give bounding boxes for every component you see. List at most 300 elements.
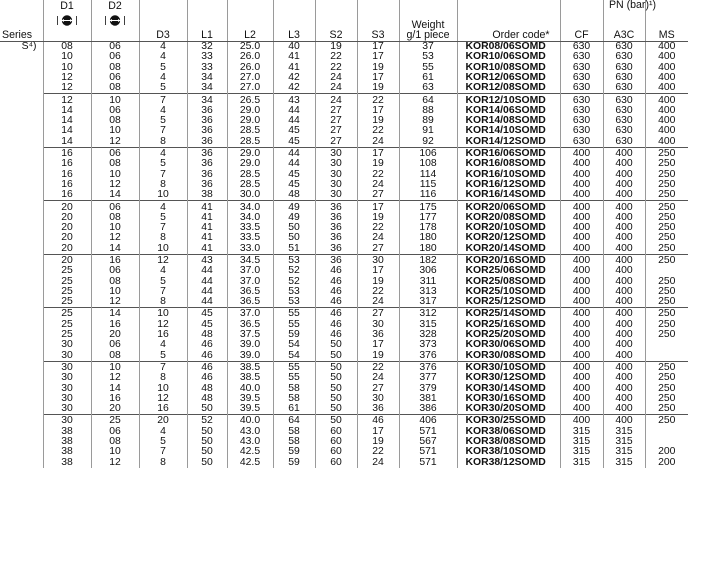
l3-cell: 45 bbox=[273, 170, 315, 180]
l3-cell: 51 bbox=[273, 244, 315, 255]
pn-ms-cell: 250 bbox=[645, 170, 688, 180]
pn-cf-cell: 400 bbox=[560, 384, 603, 394]
weight-cell: 567 bbox=[399, 437, 457, 447]
l3-cell: 44 bbox=[273, 116, 315, 126]
l2-cell: 39.0 bbox=[227, 351, 273, 362]
l3-cell: 42 bbox=[273, 73, 315, 83]
weight-cell: 312 bbox=[399, 308, 457, 320]
s2-cell: 30 bbox=[315, 180, 357, 190]
pn-cf-cell: 400 bbox=[560, 351, 603, 362]
series-cell bbox=[0, 137, 43, 148]
d2-cell: 12 bbox=[91, 373, 139, 383]
pn-ms-cell: 400 bbox=[645, 106, 688, 116]
weight-cell: 116 bbox=[399, 190, 457, 201]
pn-ms-cell: 250 bbox=[645, 320, 688, 330]
series-cell bbox=[0, 373, 43, 383]
order-code-cell: KOR16/06SOMD bbox=[457, 147, 560, 159]
d3-cell: 4 bbox=[139, 427, 187, 437]
weight-cell: 55 bbox=[399, 63, 457, 73]
s2-cell: 36 bbox=[315, 254, 357, 266]
series-cell bbox=[0, 94, 43, 106]
s2-cell: 19 bbox=[315, 42, 357, 53]
series-cell bbox=[0, 404, 43, 415]
d3-cell: 8 bbox=[139, 373, 187, 383]
pn-ms-cell: 250 bbox=[645, 244, 688, 255]
order-code-cell: KOR14/10SOMD bbox=[457, 126, 560, 136]
weight-cell: 406 bbox=[399, 415, 457, 427]
weight-cell: 180 bbox=[399, 233, 457, 243]
d1-cell: 20 bbox=[43, 213, 91, 223]
weight-cell: 88 bbox=[399, 106, 457, 116]
pn-a3c-cell: 630 bbox=[603, 42, 645, 53]
table-row bbox=[0, 415, 688, 427]
pn-a3c-cell: 630 bbox=[603, 126, 645, 136]
pn-cf-cell: 400 bbox=[560, 297, 603, 308]
order-code-cell: KOR20/10SOMD bbox=[457, 223, 560, 233]
pn-cf-cell: 315 bbox=[560, 427, 603, 437]
d2-cell: 06 bbox=[91, 201, 139, 213]
l3-cell: 52 bbox=[273, 277, 315, 287]
d2-cell: 12 bbox=[91, 233, 139, 243]
pn-a3c-cell: 400 bbox=[603, 213, 645, 223]
weight-cell: 377 bbox=[399, 373, 457, 383]
s2-cell: 46 bbox=[315, 330, 357, 340]
l3-cell: 41 bbox=[273, 52, 315, 62]
weight-cell: 571 bbox=[399, 458, 457, 468]
d3-cell: 7 bbox=[139, 287, 187, 297]
d3-cell: 5 bbox=[139, 277, 187, 287]
series-cell bbox=[0, 201, 43, 213]
l3-cell: 45 bbox=[273, 126, 315, 136]
order-code-cell: KOR10/06SOMD bbox=[457, 52, 560, 62]
weight-cell: 114 bbox=[399, 170, 457, 180]
s2-cell: 30 bbox=[315, 159, 357, 169]
series-cell bbox=[0, 351, 43, 362]
s2-cell: 60 bbox=[315, 437, 357, 447]
s2-cell: 24 bbox=[315, 83, 357, 94]
d2-cell: 12 bbox=[91, 458, 139, 468]
pn-a3c-cell: 400 bbox=[603, 361, 645, 373]
s3-cell: 17 bbox=[357, 147, 399, 159]
pn-a3c-cell: 630 bbox=[603, 83, 645, 94]
d1-cell: 20 bbox=[43, 201, 91, 213]
s2-cell: 22 bbox=[315, 63, 357, 73]
pn-cf-cell: 400 bbox=[560, 340, 603, 350]
series-cell: S⁴) bbox=[21, 41, 37, 52]
table-body bbox=[0, 42, 688, 468]
d1-cell: 25 bbox=[43, 297, 91, 308]
s3-cell: 19 bbox=[357, 63, 399, 73]
s3-cell: 22 bbox=[357, 170, 399, 180]
s2-cell: 46 bbox=[315, 266, 357, 276]
pn-cf-cell: 630 bbox=[560, 137, 603, 148]
l2-cell: 39.5 bbox=[227, 404, 273, 415]
d2-cell: 08 bbox=[91, 116, 139, 126]
d1-cell: 20 bbox=[43, 254, 91, 266]
d3-cell: 20 bbox=[139, 415, 187, 427]
s3-cell: 19 bbox=[357, 437, 399, 447]
table-header-row bbox=[0, 0, 688, 42]
d1-cell: 20 bbox=[43, 223, 91, 233]
d3-cell: 8 bbox=[139, 297, 187, 308]
d3-cell: 4 bbox=[139, 52, 187, 62]
s2-cell: 36 bbox=[315, 201, 357, 213]
pn-cf-cell: 400 bbox=[560, 320, 603, 330]
pn-cf-cell: 630 bbox=[560, 52, 603, 62]
pn-ms-cell: 250 bbox=[645, 373, 688, 383]
s2-cell: 46 bbox=[315, 320, 357, 330]
d3-cell: 7 bbox=[139, 361, 187, 373]
d3-cell: 12 bbox=[139, 394, 187, 404]
l3-cell: 55 bbox=[273, 361, 315, 373]
pn-ms-cell: 250 bbox=[645, 190, 688, 201]
pn-a3c-cell: 400 bbox=[603, 351, 645, 362]
l2-cell: 43.0 bbox=[227, 437, 273, 447]
d3-cell: 4 bbox=[139, 73, 187, 83]
d1-cell: 38 bbox=[43, 437, 91, 447]
series-cell bbox=[0, 159, 43, 169]
d2-cell: 20 bbox=[91, 404, 139, 415]
l3-cell: 58 bbox=[273, 394, 315, 404]
d2-cell: 25 bbox=[91, 415, 139, 427]
l1-cell: 48 bbox=[187, 394, 227, 404]
l1-cell: 44 bbox=[187, 287, 227, 297]
weight-cell: 61 bbox=[399, 73, 457, 83]
d3-cell: 16 bbox=[139, 404, 187, 415]
pn-a3c-cell: 400 bbox=[603, 266, 645, 276]
weight-cell: 571 bbox=[399, 447, 457, 457]
d2-cell: 06 bbox=[91, 52, 139, 62]
pn-title: PN (bar)¹) bbox=[608, 0, 657, 11]
pn-a3c-cell: 400 bbox=[603, 254, 645, 266]
d3-cell: 5 bbox=[139, 83, 187, 94]
l3-cell: 44 bbox=[273, 159, 315, 169]
series-cell bbox=[0, 63, 43, 73]
series-cell bbox=[0, 106, 43, 116]
pn-a3c-cell: 630 bbox=[603, 137, 645, 148]
d2-cell: 06 bbox=[91, 266, 139, 276]
weight-cell: 317 bbox=[399, 297, 457, 308]
d3-cell: 8 bbox=[139, 180, 187, 190]
s3-cell: 22 bbox=[357, 126, 399, 136]
l2-cell: 29.0 bbox=[227, 116, 273, 126]
l3-cell: 50 bbox=[273, 223, 315, 233]
s3-cell: 17 bbox=[357, 427, 399, 437]
l3-cell: 59 bbox=[273, 330, 315, 340]
order-code-cell: KOR20/12SOMD bbox=[457, 233, 560, 243]
series-cell bbox=[0, 147, 43, 159]
weight-cell: 64 bbox=[399, 94, 457, 106]
a3c-header: PN (bar)¹) A3C bbox=[603, 0, 645, 42]
d2-header bbox=[91, 0, 139, 42]
table-row bbox=[0, 266, 688, 276]
pn-a3c-cell: 630 bbox=[603, 94, 645, 106]
d2-cell: 20 bbox=[91, 330, 139, 340]
l2-cell: 29.0 bbox=[227, 159, 273, 169]
pn-a3c-cell: 400 bbox=[603, 233, 645, 243]
d1-cell: 30 bbox=[43, 404, 91, 415]
d3-cell: 5 bbox=[139, 116, 187, 126]
d3-cell: 7 bbox=[139, 170, 187, 180]
s2-cell: 60 bbox=[315, 458, 357, 468]
table-row bbox=[0, 308, 688, 320]
d1-cell: 16 bbox=[43, 159, 91, 169]
series-cell bbox=[0, 308, 43, 320]
l2-cell: 29.0 bbox=[227, 106, 273, 116]
s2-cell: 50 bbox=[315, 351, 357, 362]
l3-cell: 55 bbox=[273, 320, 315, 330]
l1-cell: 36 bbox=[187, 170, 227, 180]
l3-cell: 49 bbox=[273, 213, 315, 223]
l1-cell: 34 bbox=[187, 94, 227, 106]
d2-cell: 08 bbox=[91, 63, 139, 73]
series-cell bbox=[0, 52, 43, 62]
l2-cell: 25.0 bbox=[227, 42, 273, 53]
weight-cell: 91 bbox=[399, 126, 457, 136]
s3-cell: 24 bbox=[357, 233, 399, 243]
l1-cell: 52 bbox=[187, 415, 227, 427]
d2-cell: 08 bbox=[91, 213, 139, 223]
pn-cf-cell: 630 bbox=[560, 126, 603, 136]
series-cell bbox=[0, 190, 43, 201]
s2-cell: 30 bbox=[315, 170, 357, 180]
pn-a3c-cell: 400 bbox=[603, 415, 645, 427]
series-cell bbox=[0, 287, 43, 297]
weight-cell: 115 bbox=[399, 180, 457, 190]
weight-cell: 37 bbox=[399, 42, 457, 53]
s3-cell: 17 bbox=[357, 73, 399, 83]
s2-cell: 46 bbox=[315, 277, 357, 287]
weight-cell: 177 bbox=[399, 213, 457, 223]
pn-cf-cell: 630 bbox=[560, 42, 603, 53]
order-code-cell: KOR20/16SOMD bbox=[457, 254, 560, 266]
d1-cell: 25 bbox=[43, 308, 91, 320]
d3-cell: 12 bbox=[139, 254, 187, 266]
pn-cf-cell: 400 bbox=[560, 180, 603, 190]
d1-cell: 12 bbox=[43, 94, 91, 106]
pn-a3c-cell: 400 bbox=[603, 180, 645, 190]
series-cell bbox=[0, 394, 43, 404]
pn-a3c-cell: 400 bbox=[603, 404, 645, 415]
weight-cell: 106 bbox=[399, 147, 457, 159]
d2-cell: 10 bbox=[91, 447, 139, 457]
l2-cell: 37.0 bbox=[227, 277, 273, 287]
l1-cell: 34 bbox=[187, 73, 227, 83]
l1-cell: 41 bbox=[187, 201, 227, 213]
pn-cf-cell: 400 bbox=[560, 244, 603, 255]
pn-ms-cell: 250 bbox=[645, 277, 688, 287]
d2-cell: 06 bbox=[91, 340, 139, 350]
d2-cell: 06 bbox=[91, 147, 139, 159]
l3-cell: 49 bbox=[273, 201, 315, 213]
l1-cell: 41 bbox=[187, 223, 227, 233]
l3-cell: 53 bbox=[273, 287, 315, 297]
order-code-cell: KOR12/08SOMD bbox=[457, 83, 560, 94]
series-cell bbox=[0, 437, 43, 447]
d3-cell: 10 bbox=[139, 190, 187, 201]
l3-cell: 55 bbox=[273, 308, 315, 320]
l2-cell: 28.5 bbox=[227, 170, 273, 180]
cf-header: CF bbox=[560, 0, 603, 42]
weight-cell: 376 bbox=[399, 351, 457, 362]
d1-cell: 30 bbox=[43, 373, 91, 383]
order-code-cell: KOR25/16SOMD bbox=[457, 320, 560, 330]
d2-cell: 10 bbox=[91, 170, 139, 180]
l1-cell: 36 bbox=[187, 147, 227, 159]
l1-cell: 50 bbox=[187, 437, 227, 447]
l2-cell: 33.5 bbox=[227, 233, 273, 243]
s2-cell: 36 bbox=[315, 223, 357, 233]
s3-cell: 24 bbox=[357, 137, 399, 148]
order-code-cell: KOR25/08SOMD bbox=[457, 277, 560, 287]
pn-cf-cell: 400 bbox=[560, 223, 603, 233]
series-cell bbox=[0, 73, 43, 83]
weight-cell: 182 bbox=[399, 254, 457, 266]
pn-cf-cell: 315 bbox=[560, 437, 603, 447]
weight-cell: 92 bbox=[399, 137, 457, 148]
d1-cell: 30 bbox=[43, 340, 91, 350]
pn-ms-cell: 200 bbox=[645, 447, 688, 457]
l1-cell: 44 bbox=[187, 277, 227, 287]
s3-cell: 24 bbox=[357, 297, 399, 308]
pn-cf-cell: 630 bbox=[560, 83, 603, 94]
pn-a3c-cell: 315 bbox=[603, 427, 645, 437]
pn-a3c-cell: 400 bbox=[603, 384, 645, 394]
d2-cell: 10 bbox=[91, 94, 139, 106]
pn-ms-cell: 250 bbox=[645, 330, 688, 340]
l3-cell: 44 bbox=[273, 106, 315, 116]
order-code-cell: KOR38/06SOMD bbox=[457, 427, 560, 437]
series-cell bbox=[0, 458, 43, 468]
d1-cell: 25 bbox=[43, 320, 91, 330]
pn-cf-cell: 400 bbox=[560, 233, 603, 243]
d3-cell: 10 bbox=[139, 308, 187, 320]
d2-cell: 16 bbox=[91, 394, 139, 404]
pn-ms-cell: 400 bbox=[645, 73, 688, 83]
l3-header: L3 bbox=[273, 0, 315, 42]
d2-cell: 12 bbox=[91, 297, 139, 308]
order-code-cell: KOR30/06SOMD bbox=[457, 340, 560, 350]
d3-cell: 7 bbox=[139, 447, 187, 457]
d1-cell: 10 bbox=[43, 52, 91, 62]
d3-cell: 7 bbox=[139, 126, 187, 136]
pn-ms-cell: 250 bbox=[645, 254, 688, 266]
pn-cf-cell: 400 bbox=[560, 266, 603, 276]
weight-cell: 306 bbox=[399, 266, 457, 276]
pn-cf-cell: 400 bbox=[560, 404, 603, 415]
pn-cf-cell: 400 bbox=[560, 308, 603, 320]
l3-cell: 53 bbox=[273, 297, 315, 308]
d1-cell: 16 bbox=[43, 180, 91, 190]
l1-cell: 50 bbox=[187, 447, 227, 457]
l3-cell: 41 bbox=[273, 63, 315, 73]
l3-cell: 45 bbox=[273, 180, 315, 190]
d3-cell: 5 bbox=[139, 437, 187, 447]
order-code-cell: KOR25/12SOMD bbox=[457, 297, 560, 308]
d1-cell: 16 bbox=[43, 190, 91, 201]
s3-cell: 30 bbox=[357, 320, 399, 330]
l3-cell: 59 bbox=[273, 458, 315, 468]
s2-cell: 50 bbox=[315, 361, 357, 373]
order-code-cell: KOR16/10SOMD bbox=[457, 170, 560, 180]
d2-cell: 14 bbox=[91, 244, 139, 255]
pn-a3c-cell: 630 bbox=[603, 116, 645, 126]
l3-cell: 58 bbox=[273, 427, 315, 437]
d3-cell: 5 bbox=[139, 159, 187, 169]
s3-cell: 27 bbox=[357, 308, 399, 320]
pn-cf-cell: 630 bbox=[560, 94, 603, 106]
l1-cell: 33 bbox=[187, 52, 227, 62]
s2-cell: 27 bbox=[315, 126, 357, 136]
s2-cell: 27 bbox=[315, 116, 357, 126]
l1-cell: 34 bbox=[187, 83, 227, 94]
s2-cell: 60 bbox=[315, 427, 357, 437]
s2-cell: 27 bbox=[315, 106, 357, 116]
series-cell bbox=[0, 254, 43, 266]
d3-cell: 5 bbox=[139, 213, 187, 223]
pn-cf-cell: 400 bbox=[560, 201, 603, 213]
l3-cell: 43 bbox=[273, 94, 315, 106]
s3-header: S3 bbox=[357, 0, 399, 42]
d1-cell: 12 bbox=[43, 83, 91, 94]
l1-cell: 46 bbox=[187, 340, 227, 350]
d1-cell: 38 bbox=[43, 458, 91, 468]
l3-cell: 50 bbox=[273, 233, 315, 243]
order-code-cell: KOR08/06SOMD bbox=[457, 42, 560, 53]
pn-cf-cell: 315 bbox=[560, 447, 603, 457]
l2-cell: 30.0 bbox=[227, 190, 273, 201]
s2-cell: 36 bbox=[315, 244, 357, 255]
l3-cell: 40 bbox=[273, 42, 315, 53]
d3-cell: 10 bbox=[139, 244, 187, 255]
l1-cell: 43 bbox=[187, 254, 227, 266]
l2-cell: 33.0 bbox=[227, 244, 273, 255]
pn-ms-cell: 250 bbox=[645, 384, 688, 394]
s3-cell: 30 bbox=[357, 254, 399, 266]
order-code-cell: KOR30/12SOMD bbox=[457, 373, 560, 383]
pn-ms-cell: 250 bbox=[645, 308, 688, 320]
series-cell bbox=[0, 297, 43, 308]
l2-cell: 42.5 bbox=[227, 458, 273, 468]
pn-a3c-cell: 400 bbox=[603, 373, 645, 383]
d2-cell: 08 bbox=[91, 277, 139, 287]
pn-a3c-cell: 400 bbox=[603, 340, 645, 350]
pn-a3c-cell: 400 bbox=[603, 159, 645, 169]
l2-cell: 29.0 bbox=[227, 147, 273, 159]
d2-cell: 10 bbox=[91, 126, 139, 136]
l3-cell: 55 bbox=[273, 373, 315, 383]
table-row bbox=[0, 94, 688, 106]
d3-header: D3 bbox=[139, 0, 187, 42]
pn-a3c-cell: 400 bbox=[603, 287, 645, 297]
series-cell bbox=[0, 415, 43, 427]
order-code-cell: KOR25/20SOMD bbox=[457, 330, 560, 340]
l3-cell: 53 bbox=[273, 254, 315, 266]
pn-ms-cell: 400 bbox=[645, 42, 688, 53]
l2-cell: 42.5 bbox=[227, 447, 273, 457]
pn-ms-cell bbox=[645, 427, 688, 437]
s3-cell: 22 bbox=[357, 447, 399, 457]
pn-ms-cell: 250 bbox=[645, 394, 688, 404]
pn-a3c-cell: 400 bbox=[603, 308, 645, 320]
weight-cell: 328 bbox=[399, 330, 457, 340]
s3-cell: 17 bbox=[357, 201, 399, 213]
s2-cell: 50 bbox=[315, 404, 357, 415]
pn-cf-cell: 400 bbox=[560, 330, 603, 340]
l3-cell: 59 bbox=[273, 447, 315, 457]
s2-cell: 50 bbox=[315, 340, 357, 350]
d1-cell: 16 bbox=[43, 147, 91, 159]
